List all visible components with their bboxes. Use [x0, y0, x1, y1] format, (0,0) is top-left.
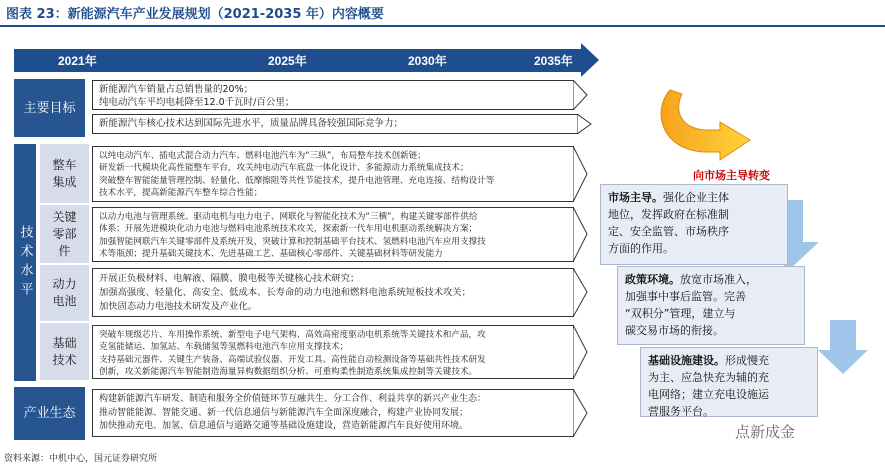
watermark: 点新成金 [735, 423, 796, 441]
step-market-led [600, 184, 788, 265]
step-infrastructure-head: 基础设施建设。 [648, 354, 725, 367]
sub-label-power-battery: 动力 电池 [40, 265, 89, 322]
title-rule [0, 25, 885, 27]
step-infrastructure [640, 347, 818, 417]
year-2030: 2030年 [408, 54, 447, 68]
vehicle-integration-arrow [573, 146, 589, 202]
key-components-box: 以动力电池与管理系统、驱动电机与电力电子、网联化与智能化技术为“三横”，构建关键零部件供给 体系；开展先进模块化动力电池与燃料电池系统技术攻关，探索新一代车用电机驱动系统解决方案； 加强智能网联汽车关键零部件及系统开发，突破计算和控制基础平台技术、氢燃料电池汽车应用支撑技 术等瓶颈；提升基础关键技术、先进基础工艺、基础核心零部件、关键基础材料等研发能力 [92, 207, 574, 262]
sub-label-vehicle-integration: 整车 集成 [40, 144, 89, 204]
step-market-led-body: 强化企业主体 地位，发挥政府在标准制 定、安全监管、市场秩序 方面的作用。 [608, 191, 729, 255]
year-2035: 2035年 [534, 54, 573, 68]
step-policy-environment-head: 政策环境。 [625, 273, 680, 286]
step-policy-environment [617, 266, 805, 345]
power-battery-arrow [573, 268, 589, 317]
sub-label-basic-tech: 基础 技术 [40, 323, 89, 381]
goal-box-2035: 新能源汽车核心技术达到国际先进水平，质量品牌具备较强国际竞争力； [92, 114, 578, 134]
step-infrastructure-body: 形成慢充 为主、应急快充为辅的充 电网络；建立充电设施运 营服务平台。 [648, 354, 769, 418]
basic-tech-arrow [573, 325, 589, 379]
market-transition-title: 向市场主导转变 [693, 169, 770, 182]
year-2025: 2025年 [268, 54, 307, 68]
vehicle-integration-box: 以纯电动汽车、插电式混合动力汽车、燃料电池汽车为“三纵”，布局整车技术创新链； 研发新一代模块化高性能整车平台，攻关纯电动汽车底盘一体化设计、多能源动力系统集成技术； 突破整车智能能量管理控制、轻量化、低摩擦阻等共性节能技术，提升电池管理、充电连接、结构设计等 技术水平，提高新能源汽车整车综合性能； [92, 146, 574, 202]
goal-box-2025: 新能源汽车销量占总销售量的20%； 纯电动汽车平均电耗降至12.0千瓦时/百公里； [92, 80, 574, 110]
step-market-led-head: 市场主导。 [608, 191, 663, 204]
curved-arrow-icon [650, 70, 770, 162]
row-label-main-goal: 主要目标 [14, 79, 85, 137]
row-label-industry-ecology: 产业生态 [14, 387, 85, 440]
goal-box-2025-arrow [573, 80, 589, 110]
row-label-tech-level: 技术水平 [14, 144, 36, 381]
industry-ecology-arrow [573, 389, 589, 437]
industry-ecology-box: 构建新能源汽车研发、制造和服务全价值链环节互融共生、分工合作、利益共享的新兴产业生态： 推动智能能源、智能交通、新一代信息通信与新能源汽车全面深度融合，构建产业协同发展； 加快推动充电、加氢、信息通信与道路交通等基础设施建设，营造新能源汽车良好使用环境。 [92, 389, 574, 437]
step-policy-environment-body: 放宽市场准入， 加强事中事后监管。完善 “双积分”管理，建立与 碳交易市场的衔接。 [625, 273, 757, 337]
basic-tech-box: 突破车规级芯片、车用操作系统、新型电子电气架构、高效高密度驱动电机系统等关键技术和产品，攻 克氢能储运、加氢站、车载储氢等氢燃料电池汽车应用支撑技术； 支持基础元器件、关键生产装备、高端试验仪器、开发工具、高性能自动检测设备等基础共性技术研发 创新，攻关新能源汽车智能制造海量异构数据组织分析、可重构柔性制造系统集成控制等关键技术。 [92, 325, 574, 379]
power-battery-box: 开展正负极材料、电解液、隔膜、膜电极等关键核心技术研究； 加强高强度、轻量化、高安全、低成本、长寿命的动力电池和燃料电池系统短板技术攻关； 加快固态动力电池技术研发及产业化。 [92, 268, 574, 317]
key-components-arrow [573, 207, 589, 262]
page-title: 图表 23：新能源汽车产业发展规划（2021-2035 年）内容概要 [6, 7, 384, 22]
goal-box-2035-arrow [577, 114, 593, 134]
sub-label-key-components: 关键 零部 件 [40, 205, 89, 264]
timeline-arrowhead [581, 43, 599, 77]
down-arrow-2-icon [818, 320, 868, 376]
source-note: 资料来源：中机中心，国元证券研究所 [4, 454, 158, 464]
year-2021: 2021年 [58, 54, 97, 68]
